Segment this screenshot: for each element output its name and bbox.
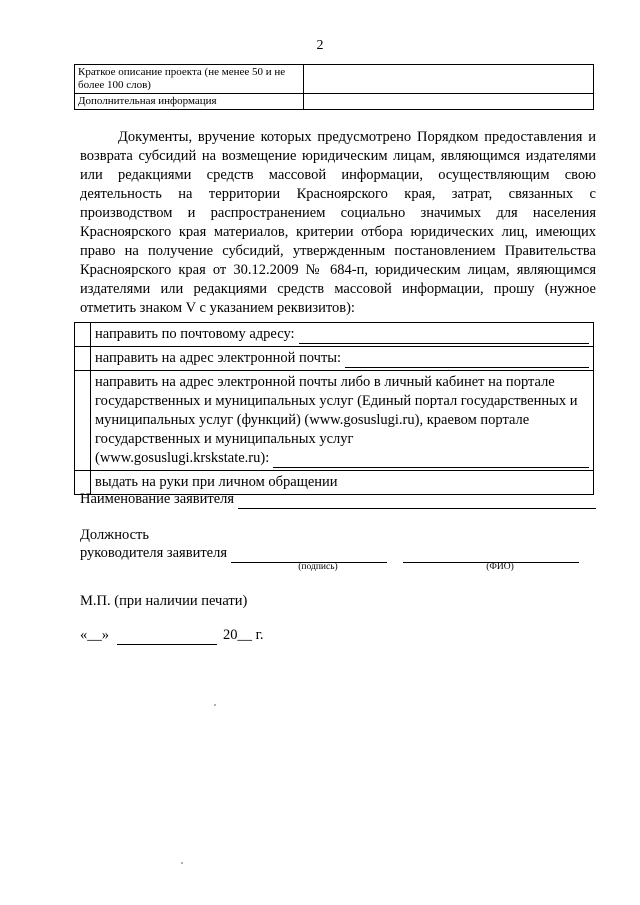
date-month-field[interactable] — [117, 629, 217, 645]
scan-speck — [214, 704, 216, 706]
option-portal — [91, 371, 594, 471]
table-row — [75, 371, 594, 471]
applicant-name-row — [80, 490, 596, 509]
position-label-line2: руководителя заявителя — [80, 545, 228, 561]
applicant-name-label: Наименование заявителя — [80, 491, 235, 507]
portal-address-field[interactable] — [273, 452, 589, 468]
info-value-description[interactable] — [304, 65, 594, 94]
table-row — [75, 323, 594, 347]
project-info-table — [74, 64, 594, 110]
position-label-line1: Должность — [80, 527, 149, 543]
table-row — [75, 94, 594, 110]
option-in-person: выдать на руки при личном обращении — [91, 471, 594, 495]
option-postal-label: направить по почтовому адресу: — [95, 326, 295, 342]
fio-caption: (ФИО) — [486, 562, 514, 572]
checkbox-email[interactable] — [75, 347, 91, 371]
date-row — [80, 626, 264, 645]
option-email-label: направить на адрес электронной почты: — [95, 350, 342, 366]
date-day[interactable]: «__» — [80, 627, 109, 643]
checkbox-postal[interactable] — [75, 323, 91, 347]
info-label-description: Краткое описание проекта (не менее 50 и не более 100 слов) — [75, 65, 304, 94]
stamp-label: М.П. (при наличии печати) — [80, 593, 248, 609]
checkbox-portal[interactable] — [75, 371, 91, 471]
scan-speck — [181, 862, 183, 864]
applicant-name-field[interactable] — [238, 493, 596, 509]
signature-caption: (подпись) — [298, 562, 338, 572]
delivery-options-table — [74, 322, 594, 495]
option-portal-url: (www.gosuslugi.krskstate.ru): — [95, 450, 270, 466]
date-year[interactable]: 20__ г. — [223, 627, 264, 643]
page-number: 2 — [316, 38, 324, 53]
info-label-additional: Дополнительная информация — [75, 94, 304, 110]
option-postal — [91, 323, 594, 347]
postal-address-field[interactable] — [299, 328, 589, 344]
signature-field[interactable] — [231, 547, 387, 563]
documents-paragraph: Документы, вручение которых предусмотрено Порядком предоставления и возврата субсидий на возмещение юридическим лицам, являющимся издателями или редакциями средств массовой информации, осуществляющим свою деятельность на территории Красноярского края, затрат, связанных с производством и распространением социально значимых для населения Красноярского края материалов, критерии отбора юридических лиц, имеющих право на получение субсидий, утвержденным постановлением Правительства Красноярского края от 30.12.2009 № 684-п, юридическим лицам, являющимся издателями или редакциями средств массовой информации, прошу (нужное отметить знаком V с указанием реквизитов): — [80, 129, 596, 316]
info-value-additional[interactable] — [304, 94, 594, 110]
option-portal-label: направить на адрес электронной почты либо в личный кабинет на портале государственных и муниципальных услуг (Единый портал государственных и муниципальных услуг (функций) (www.gosuslugi.ru), краевом портале государственных и муниципальных услуг — [95, 374, 578, 447]
option-email — [91, 347, 594, 371]
table-row — [75, 347, 594, 371]
position-row — [80, 544, 596, 563]
fio-field[interactable] — [403, 547, 579, 563]
table-row — [75, 65, 594, 94]
email-address-field[interactable] — [345, 352, 589, 368]
